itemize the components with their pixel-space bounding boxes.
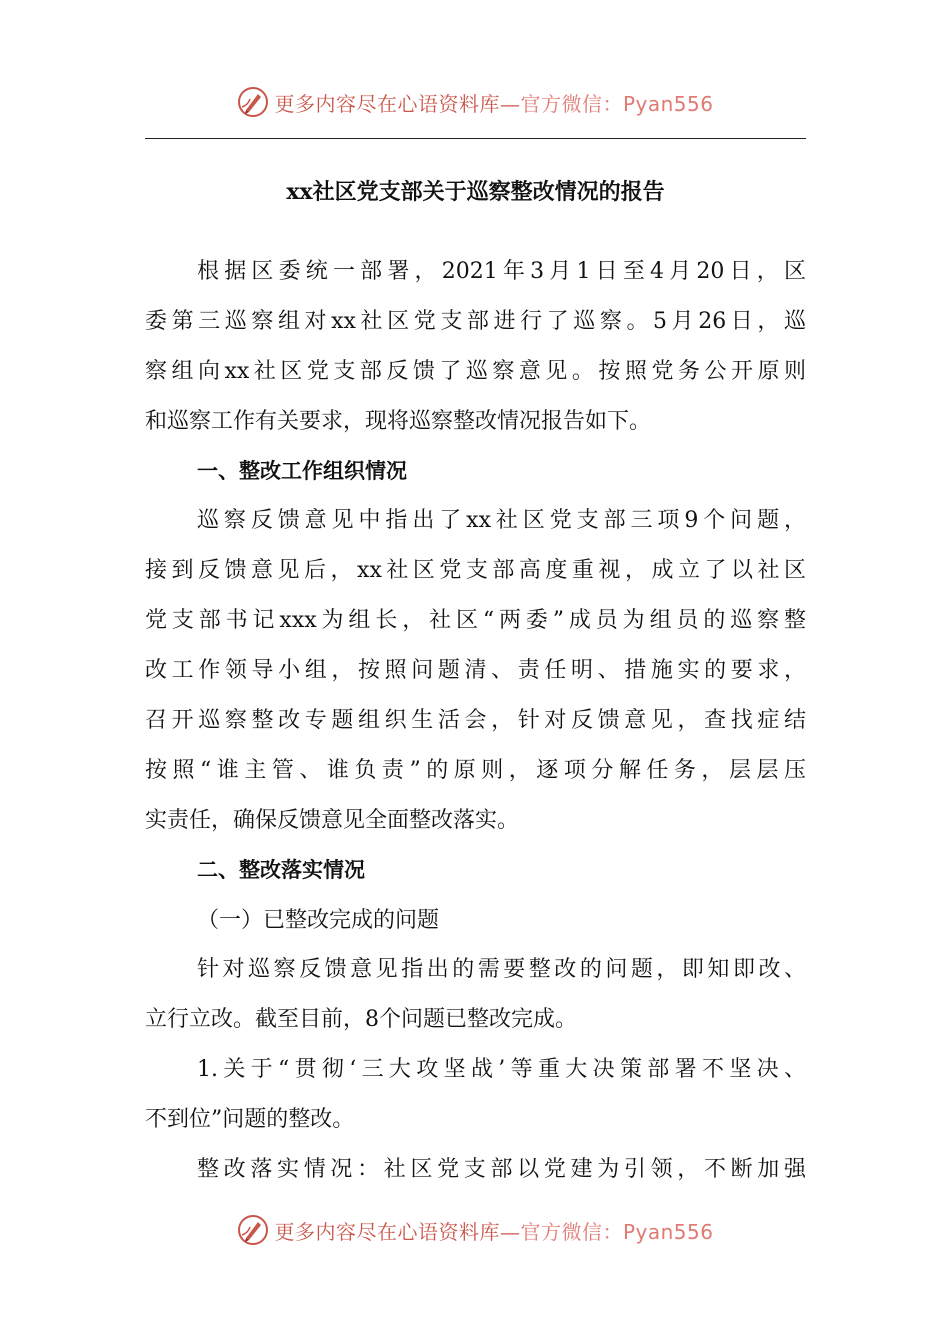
paragraph-line: 立行立改。截至目前，8个问题已整改完成。 — [145, 1007, 577, 1033]
pen-circle-logo-icon — [236, 85, 270, 119]
paragraph-line: 整改落实情况：社区党支部以党建为引领，不断加强 — [197, 1157, 806, 1183]
paragraph-line: 不到位”问题的整改。 — [145, 1107, 355, 1133]
paragraph-line: 1.关于“贯彻‘三大攻坚战’等重大决策部署不坚决、 — [197, 1057, 806, 1083]
paragraph-line: 针对巡察反馈意见指出的需要整改的问题，即知即改、 — [197, 957, 806, 983]
header-divider — [145, 138, 806, 139]
footer-watermark — [0, 1210, 950, 1250]
paragraph-line: 委第三巡察组对xx社区党支部进行了巡察。5月26日，巡 — [145, 308, 806, 334]
watermark-text: 更多内容尽在心语资料库—官方微信：Pyan556 — [274, 91, 714, 116]
section-heading: 二、整改落实情况 — [197, 857, 365, 882]
document-body — [145, 247, 806, 1195]
document-title: xx社区党支部关于巡察整改情况的报告 — [286, 179, 665, 205]
paragraph-line: 和巡察工作有关要求，现将巡察整改情况报告如下。 — [145, 408, 652, 434]
section-heading: 一、整改工作组织情况 — [197, 458, 407, 483]
paragraph-line: 改工作领导小组，按照问题清、责任明、措施实的要求， — [145, 658, 806, 684]
paragraph-line: 召开巡察整改专题组织生活会，针对反馈意见，查找症结 — [145, 708, 806, 734]
paragraph-line: 实责任，确保反馈意见全面整改落实。 — [145, 807, 520, 833]
paragraph-line: 根据区委统一部署，2021年3月1日至4月20日，区 — [197, 259, 806, 284]
paragraph-line: 按照“谁主管、谁负责”的原则，逐项分解任务，层层压 — [145, 757, 806, 783]
paragraph-line: 接到反馈意见后，xx社区党支部高度重视，成立了以社区 — [145, 558, 806, 584]
header-watermark — [0, 82, 950, 122]
subsection-heading: （一）已整改完成的问题 — [197, 907, 440, 933]
paragraph-line: 党支部书记xxx为组长，社区“两委”成员为组员的巡察整 — [145, 608, 806, 634]
paragraph-line: 巡察反馈意见中指出了xx社区党支部三项9个问题， — [197, 508, 806, 534]
paragraph-line: 察组向xx社区党支部反馈了巡察意见。按照党务公开原则 — [145, 358, 806, 384]
pen-circle-logo-icon — [236, 1213, 270, 1247]
watermark-text: 更多内容尽在心语资料库—官方微信：Pyan556 — [274, 1219, 714, 1244]
